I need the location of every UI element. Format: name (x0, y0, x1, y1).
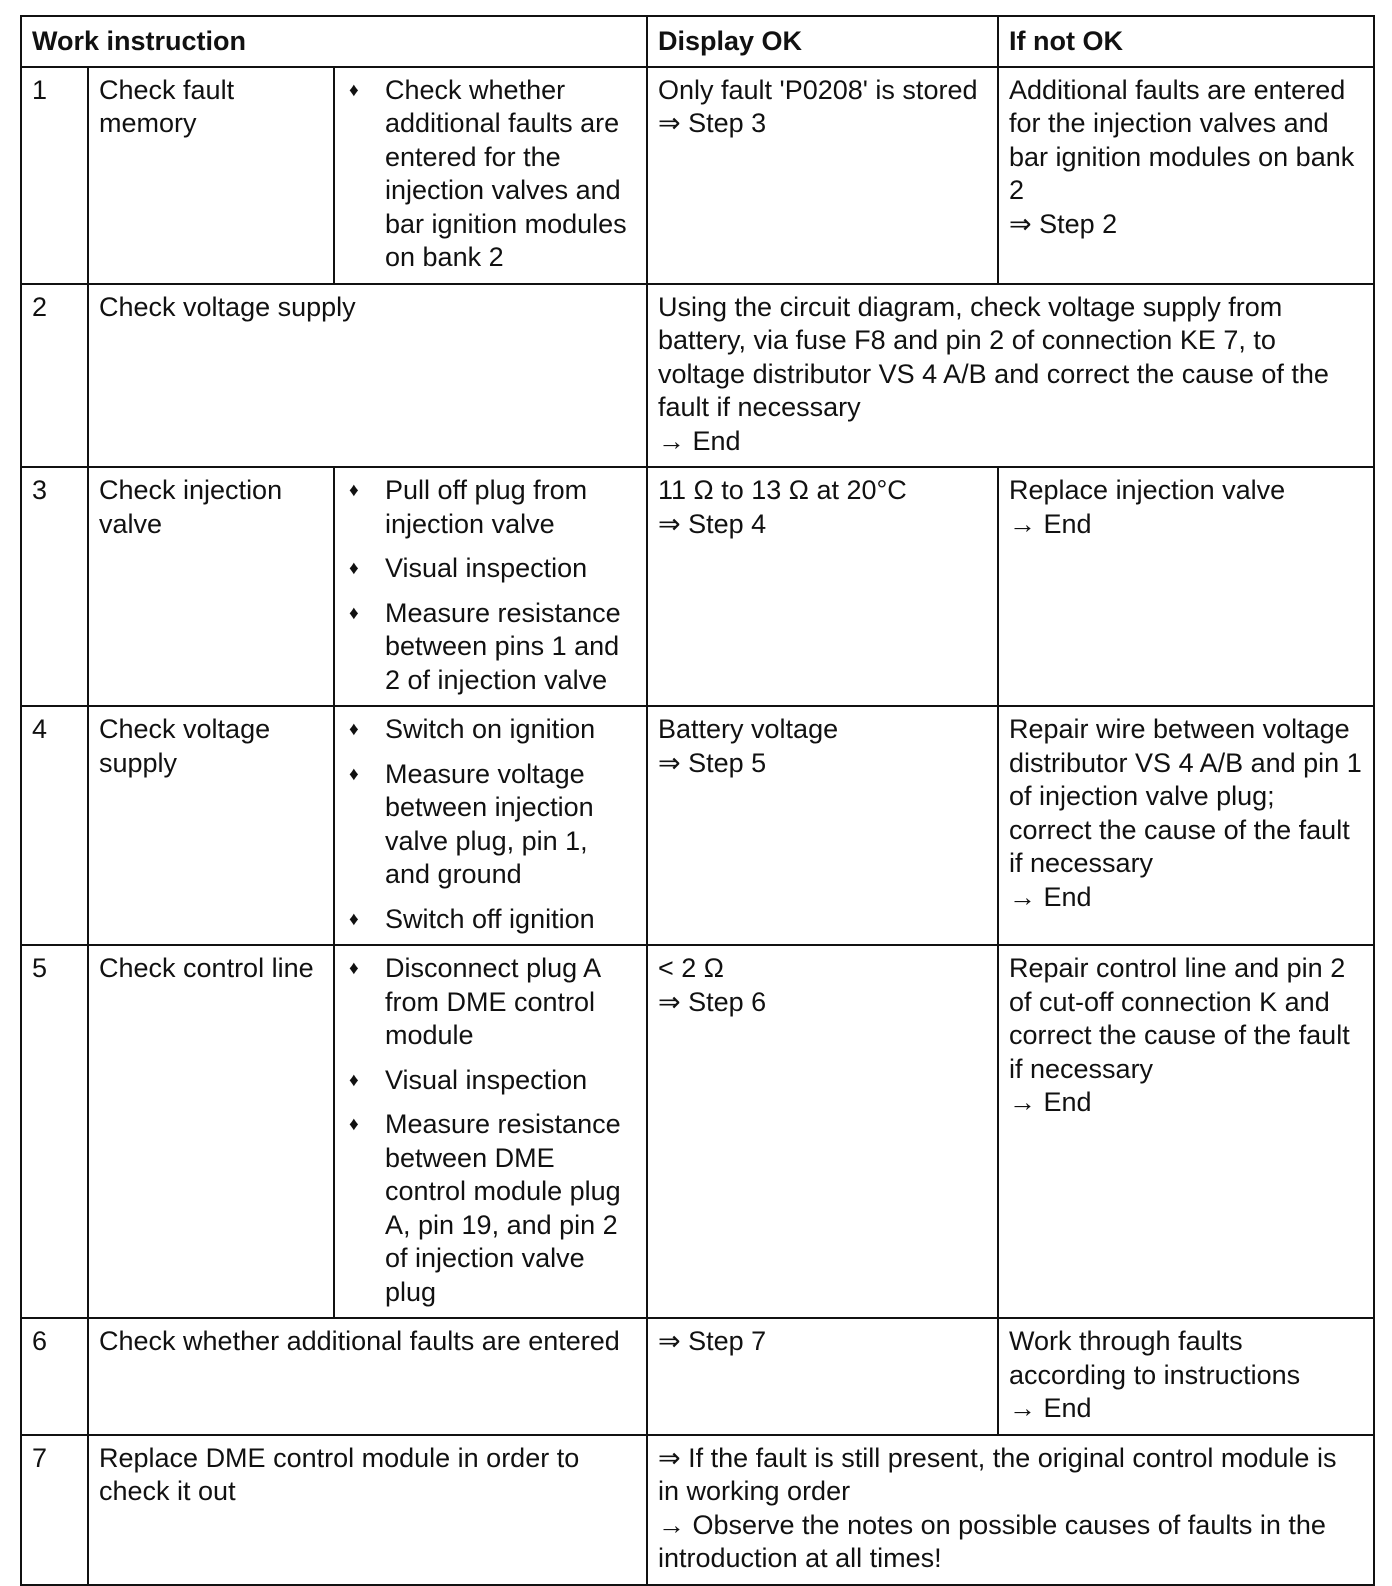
cell-line: → End (1009, 508, 1092, 539)
bullet-icon: ♦ (349, 602, 359, 624)
cell-line: → End (1009, 881, 1092, 912)
bullet-icon: ♦ (349, 480, 359, 501)
table-row (21, 284, 1374, 468)
step-number: 4 (21, 706, 88, 945)
table-row (21, 1318, 1374, 1435)
header-display-ok: Display OK (647, 16, 998, 67)
result-if-not-ok (998, 1318, 1374, 1435)
bullet-icon: ♦ (349, 558, 359, 579)
action-list (345, 474, 636, 697)
cell-line: → End (1009, 1087, 1092, 1117)
cell-line: ⇒ If the fault is still present, the original control module is in working order (658, 1442, 1337, 1506)
action-item (345, 952, 636, 1053)
result-display-ok (647, 706, 998, 945)
cell-line: ⇒ Step 5 (658, 747, 767, 778)
step-number: 2 (21, 284, 88, 468)
cell-line: < 2 Ω (658, 953, 724, 983)
step-number: 3 (21, 467, 88, 706)
action-item (345, 1108, 636, 1309)
result-display-ok (647, 1318, 998, 1435)
bullet-icon: ♦ (349, 719, 359, 740)
action-text: Measure resistance between DME control module plug A, pin 19, and pin 2 of injection valve plug (385, 1109, 621, 1307)
cell-line: ⇒ Step 3 (658, 108, 767, 138)
step-number: 5 (21, 945, 88, 1318)
action-item (345, 597, 636, 698)
header-row (21, 16, 1374, 67)
cell-line: → End (1009, 1393, 1092, 1423)
step-task: Check control line (88, 945, 334, 1318)
action-text: Switch off ignition (385, 903, 595, 934)
action-item (345, 474, 636, 541)
result-display-ok (647, 467, 998, 706)
cell-line: Repair wire between voltage distributor VS 4 A/B and pin 1 of injection valve plug; correct the cause of the fault if necessary (1009, 714, 1362, 878)
action-text: Switch on ignition (385, 714, 596, 744)
bullet-icon: ♦ (349, 1069, 359, 1091)
header-if-not-ok: If not OK (998, 16, 1374, 67)
action-item (345, 552, 636, 586)
cell-line: Battery voltage (658, 714, 839, 744)
cell-line: 11 Ω to 13 Ω at 20°C (658, 475, 907, 505)
action-item (345, 758, 636, 892)
cell-line: ⇒ Step 2 (1009, 208, 1118, 239)
action-text: Check whether additional faults are entered for the injection valves and bar ignition modules on bank 2 (385, 74, 627, 272)
result-merged (647, 1435, 1374, 1585)
action-item (345, 1064, 636, 1098)
cell-line: ⇒ Step 7 (658, 1326, 767, 1356)
work-instruction-table (20, 15, 1375, 1586)
table-row (21, 67, 1374, 284)
step-task: Check fault memory (88, 67, 334, 284)
action-text: Measure resistance between pins 1 and 2 of injection valve (385, 597, 621, 695)
step-task: Check voltage supply (88, 284, 647, 468)
result-if-not-ok (998, 67, 1374, 284)
cell-line: → End (658, 425, 741, 456)
action-item (345, 74, 636, 275)
step-number: 7 (21, 1435, 88, 1585)
cell-line: ⇒ Step 6 (658, 986, 767, 1017)
result-if-not-ok (998, 467, 1374, 706)
bullet-icon: ♦ (349, 908, 359, 930)
action-item (345, 903, 636, 937)
cell-line: Repair control line and pin 2 of cut-off connection K and correct the cause of the fault if necessary (1009, 953, 1350, 1084)
cell-line: Work through faults according to instructions (1009, 1326, 1301, 1390)
action-text: Pull off plug from injection valve (385, 475, 588, 539)
table-row (21, 467, 1374, 706)
step-actions (334, 467, 647, 706)
bullet-icon: ♦ (349, 79, 359, 101)
header-work-instruction: Work instruction (21, 16, 647, 67)
cell-line: Only fault 'P0208' is stored (658, 74, 978, 105)
result-display-ok (647, 945, 998, 1318)
action-text: Visual inspection (385, 553, 588, 583)
result-display-ok (647, 67, 998, 284)
step-task: Replace DME control module in order to check it out (88, 1435, 647, 1585)
step-task: Check voltage supply (88, 706, 334, 945)
action-list (345, 952, 636, 1309)
bullet-icon: ♦ (349, 958, 359, 979)
cell-line: Using the circuit diagram, check voltage supply from battery, via fuse F8 and pin 2 of connection KE 7, to voltage distributor VS 4 A/B and correct the cause of the fault if necessary (658, 291, 1329, 422)
action-item (345, 713, 636, 747)
cell-line: → Observe the notes on possible causes of faults in the introduction at all times! (658, 1509, 1326, 1573)
cell-line: Replace injection valve (1009, 475, 1286, 505)
step-actions (334, 67, 647, 284)
step-number: 6 (21, 1318, 88, 1435)
action-list (345, 713, 636, 936)
action-list (345, 74, 636, 275)
result-if-not-ok (998, 706, 1374, 945)
action-text: Measure voltage between injection valve plug, pin 1, and ground (385, 758, 594, 889)
step-actions (334, 945, 647, 1318)
result-if-not-ok (998, 945, 1374, 1318)
step-actions (334, 706, 647, 945)
step-task: Check injection valve (88, 467, 334, 706)
table-row (21, 1435, 1374, 1585)
action-text: Visual inspection (385, 1064, 588, 1095)
bullet-icon: ♦ (349, 1114, 359, 1135)
action-text: Disconnect plug A from DME control module (385, 953, 600, 1050)
cell-line: ⇒ Step 4 (658, 508, 767, 539)
bullet-icon: ♦ (349, 763, 359, 785)
table-row (21, 706, 1374, 945)
cell-line: Additional faults are entered for the injection valves and bar ignition modules on bank 2 (1009, 74, 1355, 205)
step-number: 1 (21, 67, 88, 284)
step-task: Check whether additional faults are entered (88, 1318, 647, 1435)
result-merged (647, 284, 1374, 468)
table-row (21, 945, 1374, 1318)
